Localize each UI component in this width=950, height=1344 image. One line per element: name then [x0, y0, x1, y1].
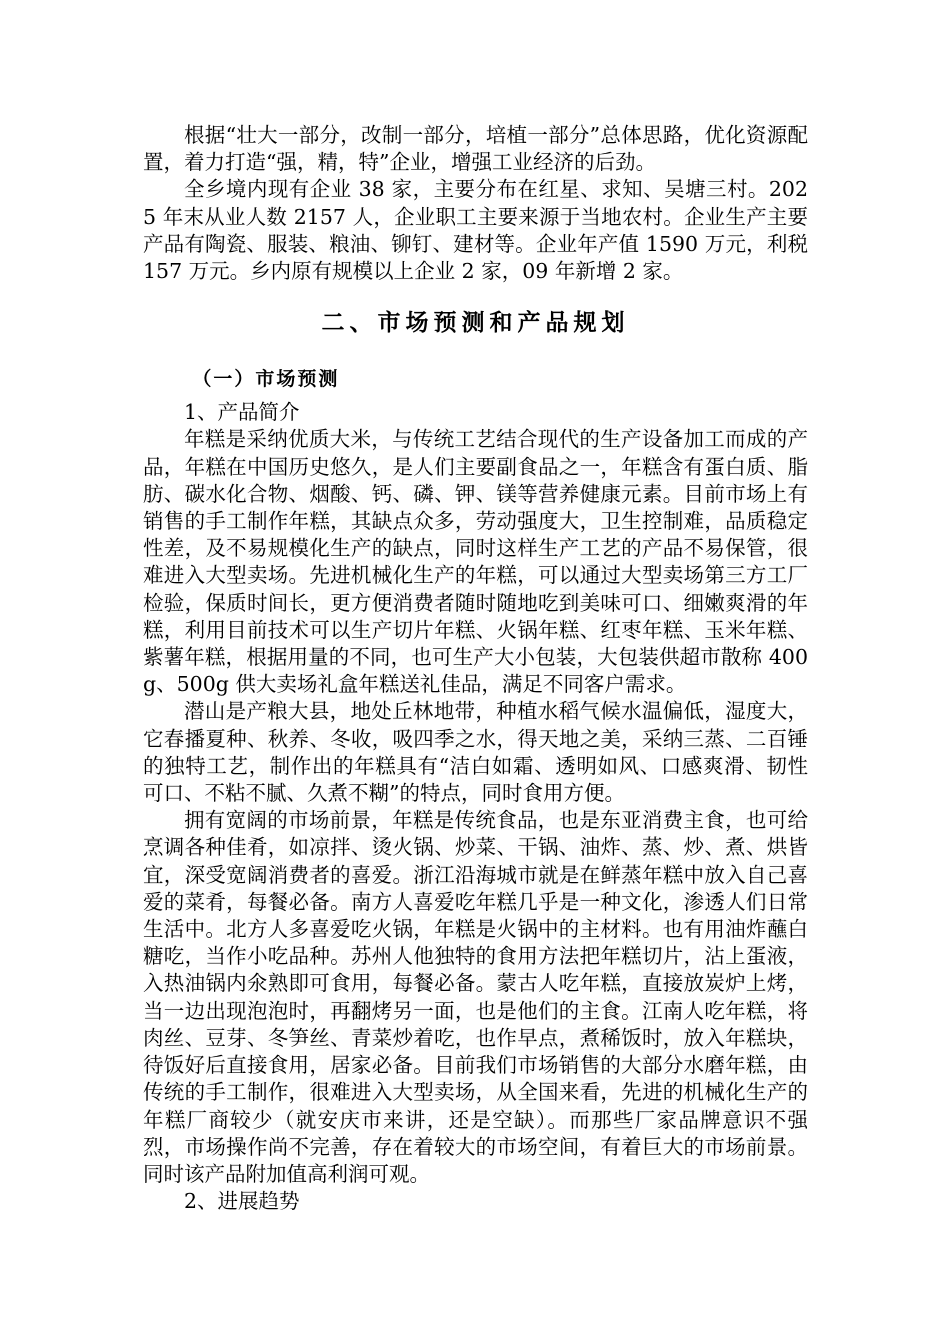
document-page — [143, 122, 808, 1215]
intro-paragraph-1: 根据“壮大一部分，改制一部分，培植一部分”总体思路，优化资源配置，着力打造“强，精，特”企业，增强工业经济的后劲。 — [143, 123, 808, 175]
body-paragraph-1: 年糕是采纳优质大米，与传统工艺结合现代的生产设备加工而成的产品，年糕在中国历史悠久，是人们主要副食品之一，年糕含有蛋白质、脂肪、碳水化合物、烟酸、钙、磷、钾、镁等营养健康元素。目前市场上有销售的手工制作年糕，其缺点众多，劳动强度大，卫生控制难，品质稳定性差，及不易规模化生产的缺点，同时这样生产工艺的产品不易保管，很难进入大型卖场。先进机械化生产的年糕，可以通过大型卖场第三方工厂检验，保质时间长，更方便消费者随时随地吃到美味可口、细嫩爽滑的年糕，利用目前技术可以生产切片年糕、火锅年糕、红枣年糕、玉米年糕、紫薯年糕，根据用量的不同，也可生产大小包装，大包装供超市散称 400g、500g 供大卖场礼盒年糕送礼佳品，满足不同客户需求。 — [143, 427, 808, 697]
subsection-title: （一）市场预测 — [192, 368, 340, 391]
intro-paragraph-2: 全乡境内现有企业 38 家，主要分布在红星、求知、吴塘三村。2025 年末从业人数 2157 人，企业职工主要来源于当地农村。企业生产主要产品有陶瓷、服装、粮油、铆钉、建材等。企业年产值 1590 万元，利税 157 万元。乡内原有规模以上企业 2 家，09 年新增 2 家。 — [143, 177, 808, 284]
section-title: 二、市场预测和产品规划 — [321, 310, 630, 337]
item1-title: 1、产品简介 — [184, 400, 300, 425]
body-paragraph-2: 潜山是产粮大县，地处丘林地带，种植水稻气候水温偏低，湿度大，它春播夏种、秋养、冬收，吸四季之水，得天地之美，采纳三蒸、二百锤的独特工艺，制作出的年糕具有“洁白如霜、透明如风、口感爽滑、韧性可口、不粘不腻、久煮不糊”的特点，同时食用方便。 — [143, 699, 808, 806]
item2-title: 2、进展趋势 — [184, 1189, 300, 1214]
body-paragraph-3: 拥有宽阔的市场前景，年糕是传统食品，也是东亚消费主食，也可给烹调各种佳肴，如凉拌、烫火锅、炒菜、干锅、油炸、蒸、炒、煮、烘皆宜，深受宽阔消费者的喜爱。浙江沿海城市就是在鲜蒸年糕中放入自己喜爱的菜肴，每餐必备。南方人喜爱吃年糕几乎是一种文化，渗透人们日常生活中。北方人多喜爱吃火锅，年糕是火锅中的主材料。也有用油炸蘸白糖吃，当作小吃品种。苏州人他独特的食用方法把年糕切片，沾上蛋液，入热油锅内氽熟即可食用，每餐必备。蒙古人吃年糕，直接放炭炉上烤，当一边出现泡泡时，再翻烤另一面，也是他们的主食。江南人吃年糕，将肉丝、豆芽、冬笋丝、青菜炒着吃，也作早点，煮稀饭时，放入年糕块，待饭好后直接食用，居家必备。目前我们市场销售的大部分水磨年糕，由传统的手工制作，很难进入大型卖场，从全国来看，先进的机械化生产的年糕厂商较少（就安庆市来讲，还是空缺）。而那些厂家品牌意识不强烈，市场操作尚不完善，存在着较大的市场空间，有着巨大的市场前景。同时该产品附加值高利润可观。 — [143, 808, 808, 1186]
